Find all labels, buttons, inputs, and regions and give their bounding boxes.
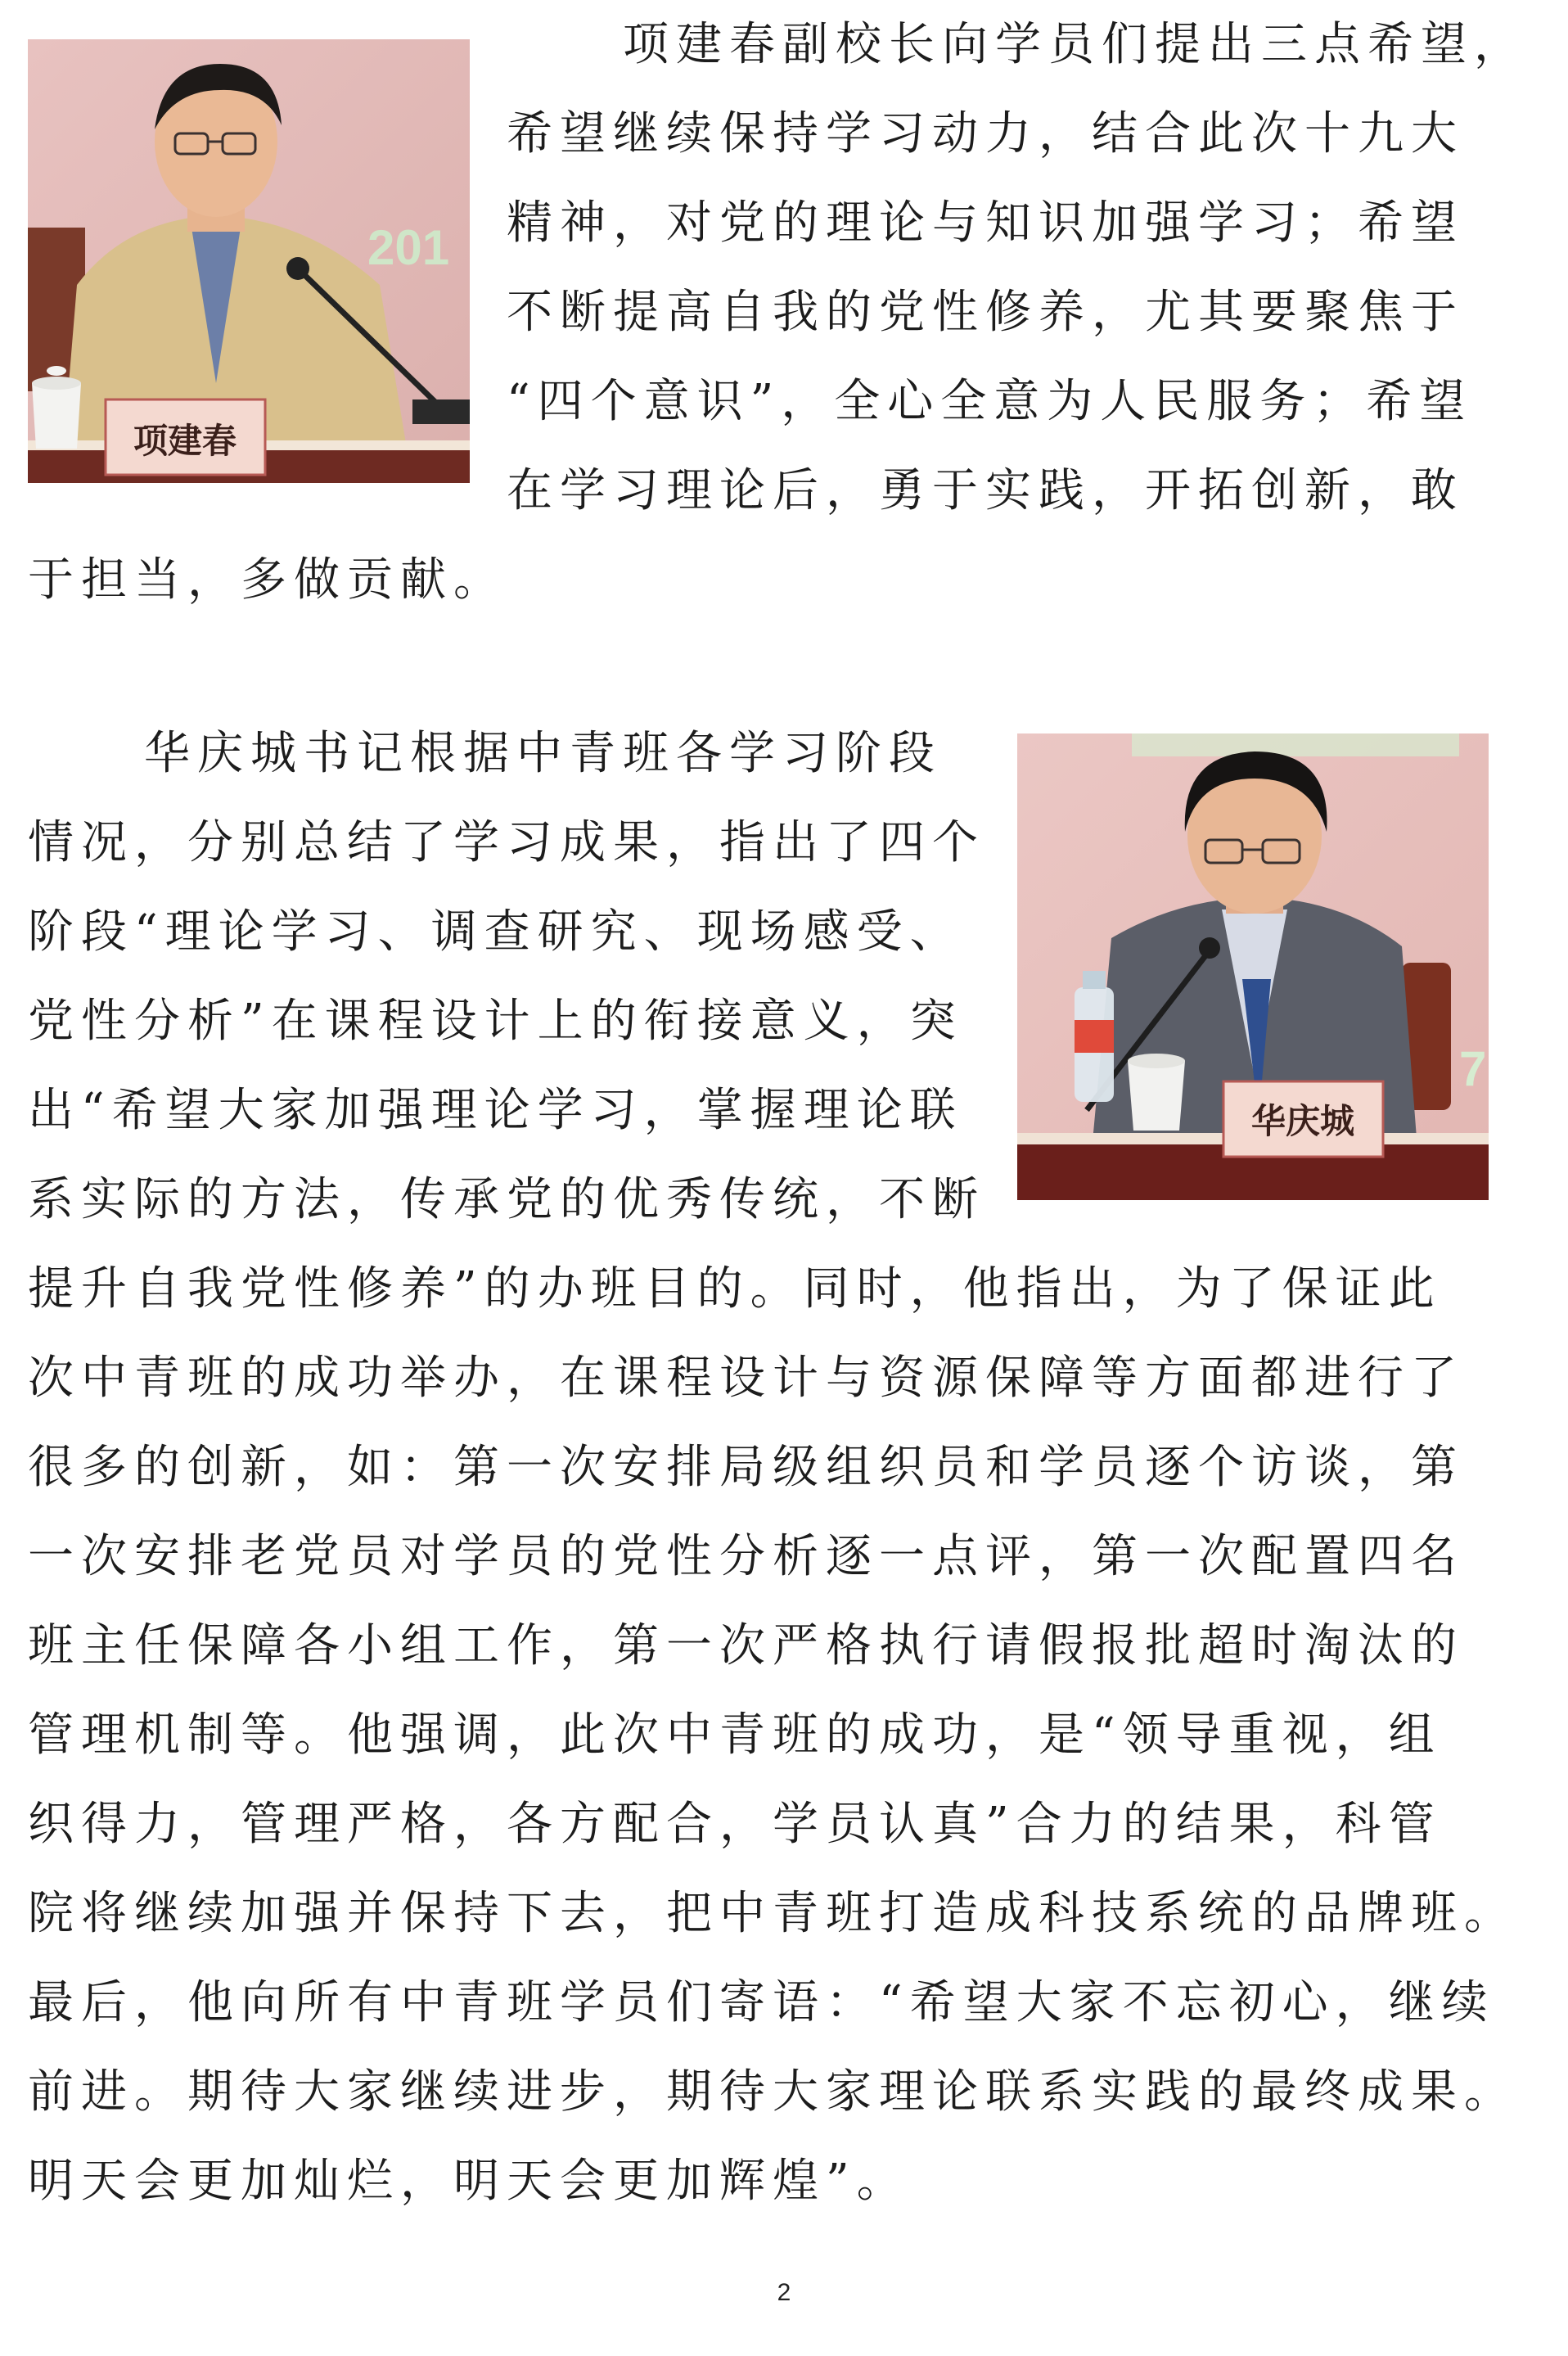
paragraph-line: 于担当，多做贡献。 — [28, 553, 507, 607]
paragraph-line: 党性分析”在课程设计上的衔接意义，突 — [28, 995, 963, 1048]
paragraph-line: 最后，他向所有中青班学员们寄语：“希望大家不忘初心，继续 — [28, 1976, 1495, 2029]
paragraph-xiang — [28, 0, 1542, 625]
page-number: 2 — [777, 2279, 791, 2306]
paragraph-line: 院将继续加强并保持下去，把中青班打造成科技系统的品牌班。 — [28, 1887, 1517, 1940]
paragraph-line: 项建春副校长向学员们提出三点希望， — [623, 18, 1527, 71]
paragraph-line: 管理机制等。他强调，此次中青班的成功，是“领导重视，组 — [28, 1708, 1442, 1762]
nameplate-hua: 华庆城 — [1250, 1101, 1355, 1141]
paragraph-line: 次中青班的成功举办，在课程设计与资源保障等方面都进行了 — [28, 1352, 1464, 1405]
paragraph-line: 提升自我党性修养”的办班目的。同时，他指出，为了保证此 — [28, 1262, 1442, 1316]
paragraph-line: 在学习理论后，勇于实践，开拓创新，敢 — [507, 464, 1464, 517]
paragraph-hua — [28, 709, 1542, 2226]
paragraph-line: 出“希望大家加强理论学习，掌握理论联 — [28, 1084, 963, 1137]
paragraph-line: 情况，分别总结了学习成果，指出了四个 — [28, 816, 985, 869]
paragraph-line: 一次安排老党员对学员的党性分析逐一点评，第一次配置四名 — [28, 1530, 1464, 1583]
paragraph-line: 班主任保障各小组工作，第一次严格执行请假报批超时淘汰的 — [28, 1619, 1464, 1672]
paragraph-line: 系实际的方法，传承党的优秀传统，不断 — [28, 1173, 985, 1226]
backdrop-year-fragment: 201 — [367, 220, 450, 275]
paragraph-line: 希望继续保持学习动力，结合此次十九大 — [507, 107, 1464, 160]
nameplate-xiang: 项建春 — [133, 421, 237, 461]
paragraph-line: 华庆城书记根据中青班各学习阶段 — [144, 727, 942, 780]
paragraph-line: 阶段“理论学习、调查研究、现场感受、 — [28, 905, 963, 959]
paragraph-line: 不断提高自我的党性修养，尤其要聚焦于 — [507, 286, 1464, 339]
paragraph-line: 织得力，管理严格，各方配合，学员认真”合力的结果，科管 — [28, 1798, 1442, 1851]
backdrop-digit-fragment: 7 — [1459, 1041, 1487, 1096]
paragraph-line: “四个意识”，全心全意为人民服务；希望 — [507, 375, 1473, 428]
paragraph-line: 前进。期待大家继续进步，期待大家理论联系实践的最终成果。 — [28, 2065, 1517, 2119]
paragraph-line: 精神，对党的理论与知识加强学习；希望 — [507, 196, 1464, 250]
paragraph-line: 明天会更加灿烂，明天会更加辉煌”。 — [28, 2155, 910, 2208]
paragraph-line: 很多的创新，如：第一次安排局级组织员和学员逐个访谈，第 — [28, 1441, 1464, 1494]
